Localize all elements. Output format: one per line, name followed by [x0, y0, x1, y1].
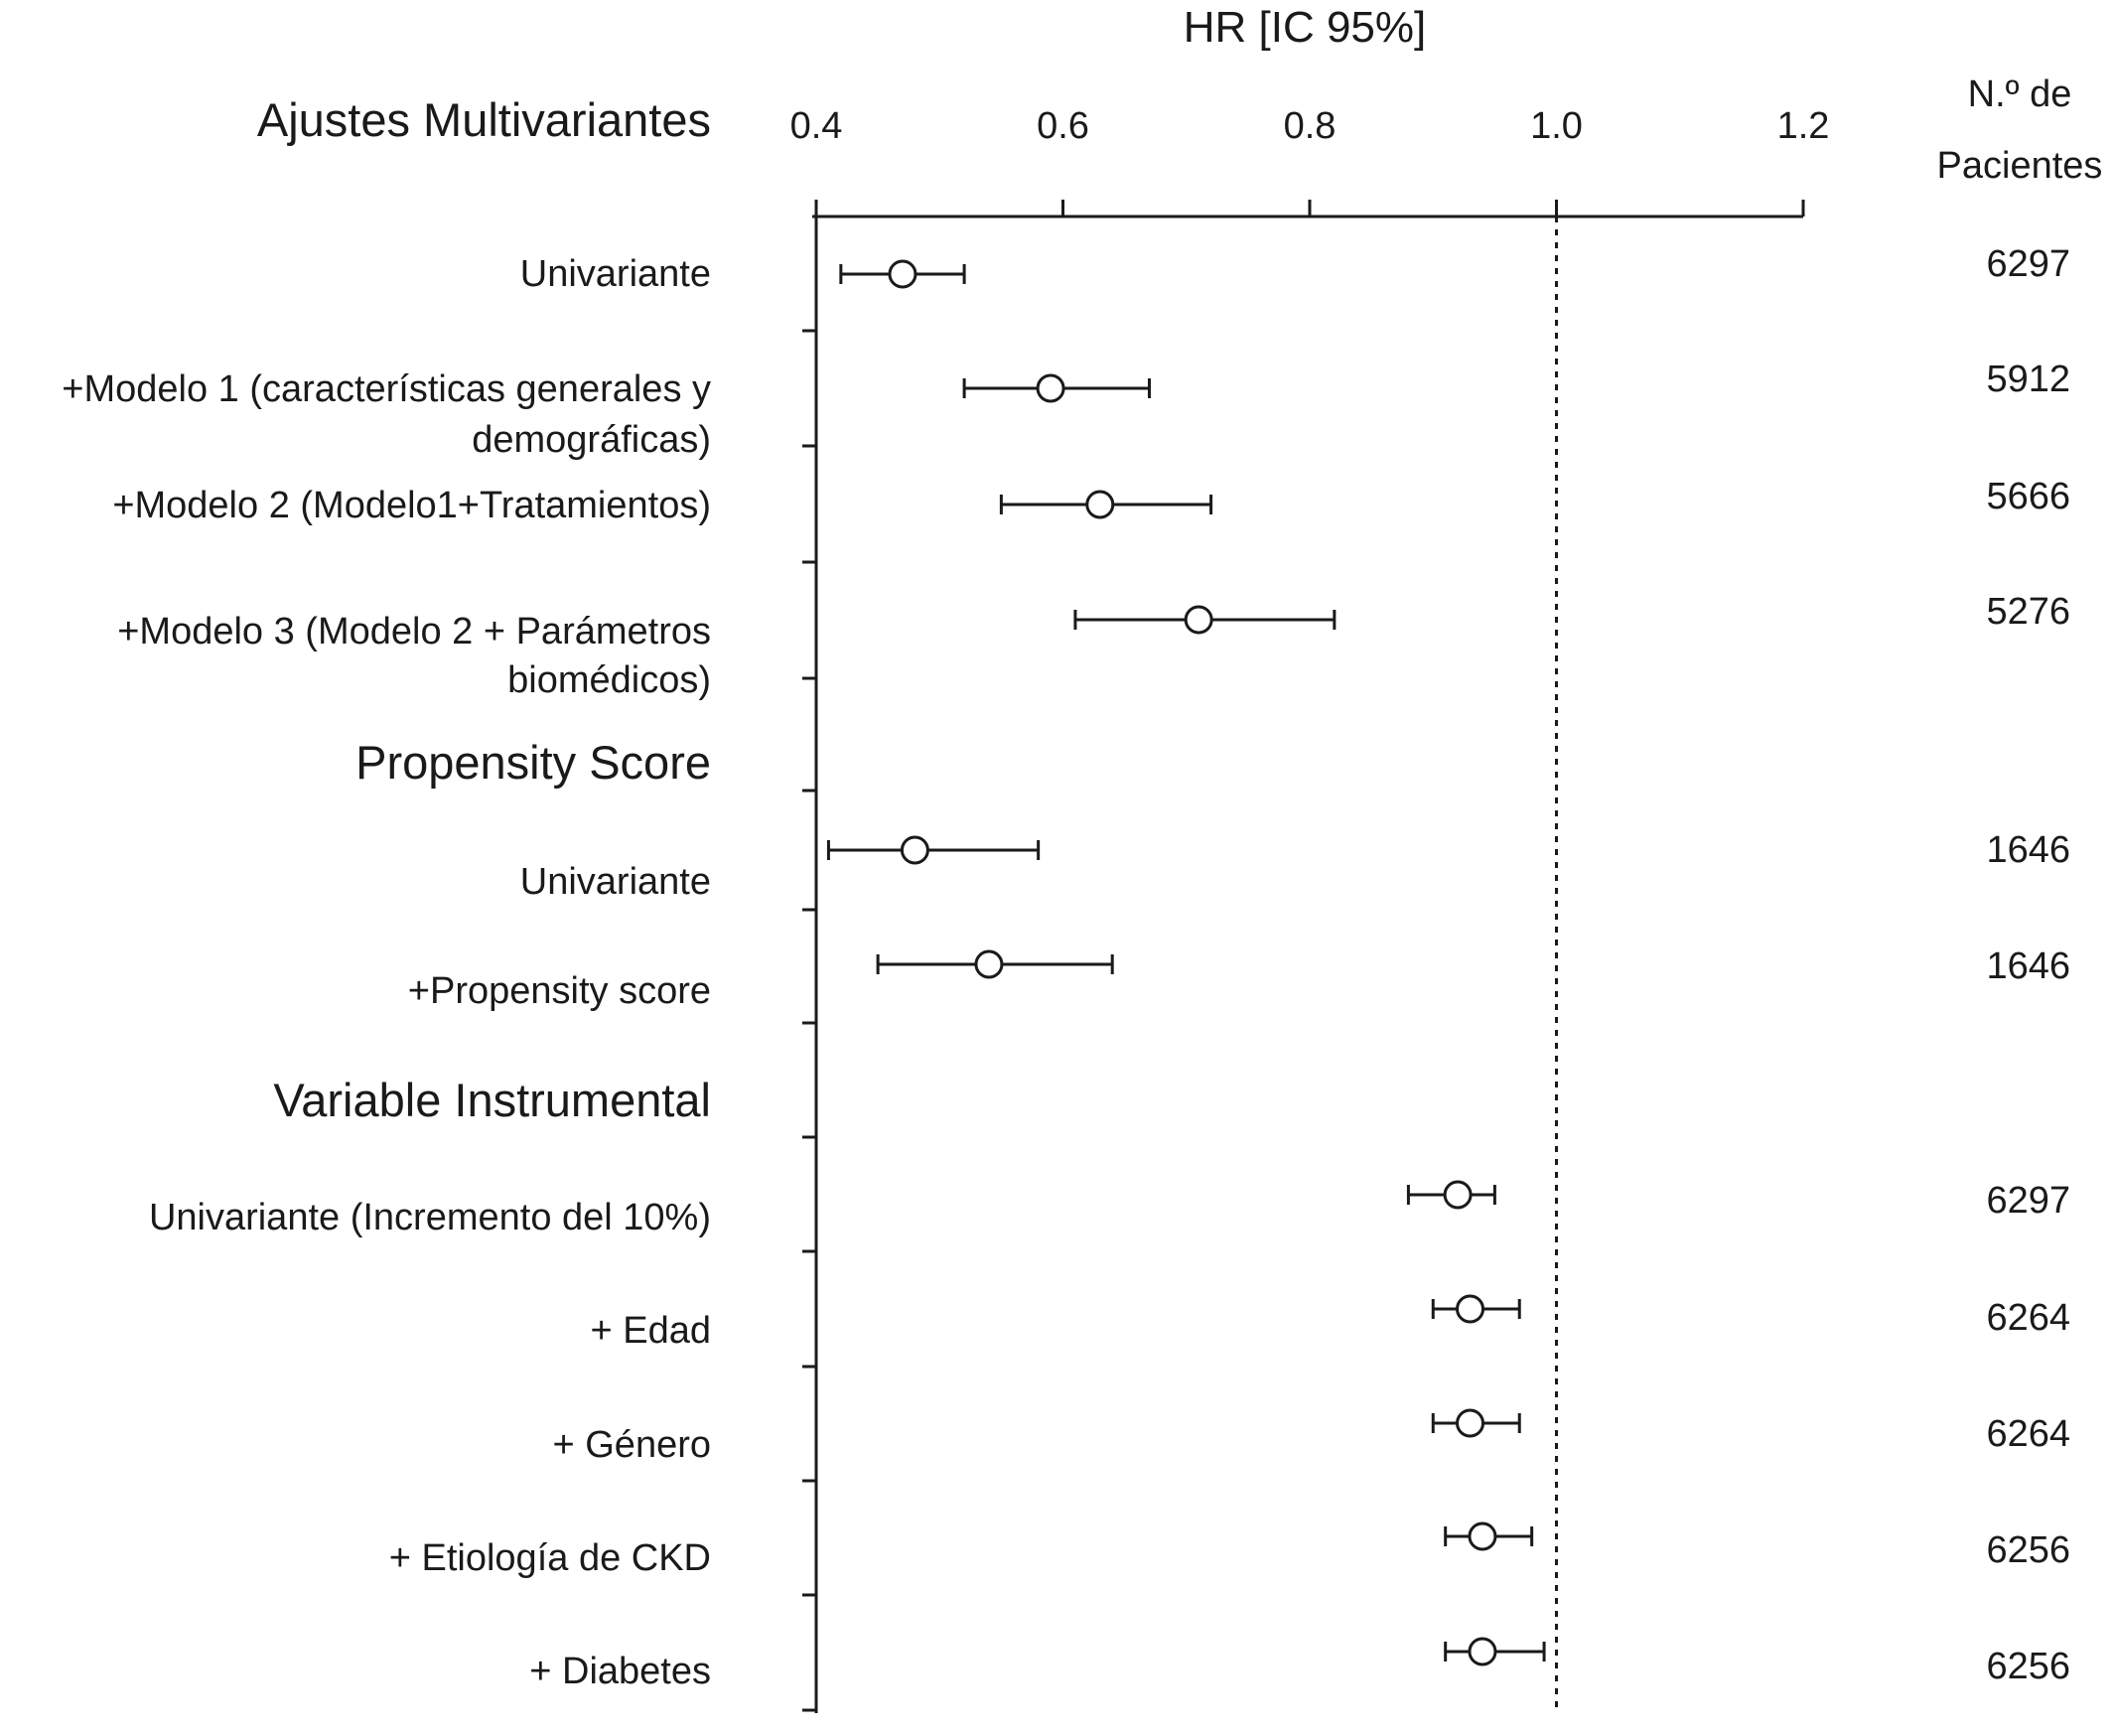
row-label: +Modelo 3 (Modelo 2 + Parámetros	[117, 611, 711, 652]
row-label: + Diabetes	[529, 1651, 711, 1692]
section-heading: Variable Instrumental	[273, 1074, 711, 1126]
row-n: 6264	[1986, 1413, 2070, 1455]
n-header-line2: Pacientes	[1936, 145, 2103, 187]
x-tick-label: 0.4	[789, 105, 843, 147]
row-n: 5912	[1986, 359, 2070, 400]
row-label: +Modelo 2 (Modelo1+Tratamientos)	[112, 485, 711, 526]
hr-point	[1186, 607, 1211, 633]
n-header-line1: N.º de	[1967, 73, 2072, 115]
x-tick-label: 0.6	[1037, 105, 1089, 147]
row-label: + Etiología de CKD	[388, 1537, 711, 1579]
hr-point	[1087, 492, 1113, 517]
row-label: Univariante	[519, 861, 711, 903]
row-n: 6297	[1986, 1180, 2070, 1222]
row-n: 1646	[1986, 829, 2070, 871]
hr-point	[1038, 375, 1063, 401]
row-label: Univariante (Incremento del 10%)	[148, 1197, 711, 1238]
hr-point	[890, 261, 916, 287]
hr-point	[1445, 1182, 1471, 1208]
hr-point	[1458, 1296, 1483, 1322]
hr-point	[1458, 1410, 1483, 1436]
row-label: +Propensity score	[407, 970, 711, 1012]
hr-point	[902, 837, 927, 863]
row-label: demográficas)	[472, 419, 711, 461]
x-tick-label: 1.0	[1530, 105, 1583, 147]
row-n: 5276	[1986, 591, 2070, 633]
hr-point	[1470, 1639, 1495, 1664]
row-n: 6264	[1986, 1297, 2070, 1339]
row-n: 1646	[1986, 945, 2070, 987]
hr-point	[976, 951, 1002, 977]
x-tick-label: 1.2	[1776, 105, 1830, 147]
row-n: 6297	[1986, 243, 2070, 285]
section-heading: Propensity Score	[355, 736, 711, 789]
row-n: 6256	[1986, 1646, 2070, 1687]
row-label: +Modelo 1 (características generales y	[62, 368, 711, 410]
hr-point	[1470, 1523, 1495, 1549]
row-n: 5666	[1986, 476, 2070, 517]
row-label: biomédicos)	[507, 659, 711, 701]
row-n: 6256	[1986, 1529, 2070, 1571]
row-label: + Género	[552, 1424, 711, 1466]
row-label: Univariante	[519, 253, 711, 295]
x-tick-label: 0.8	[1283, 105, 1337, 147]
chart-title: HR [IC 95%]	[1183, 3, 1427, 52]
section-heading: Ajustes Multivariantes	[256, 93, 711, 146]
row-label: + Edad	[590, 1310, 711, 1352]
